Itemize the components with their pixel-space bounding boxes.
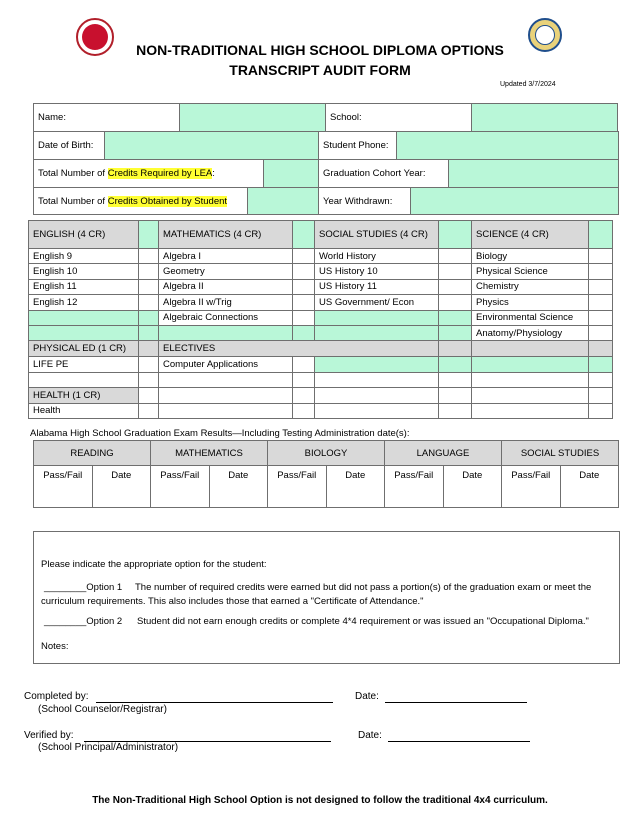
credit-cell[interactable] <box>139 279 159 294</box>
course-science: Chemistry <box>472 279 589 294</box>
dob-field[interactable] <box>105 132 319 160</box>
student-info-row-4 <box>33 187 619 215</box>
blank-course-cell[interactable] <box>472 403 589 418</box>
blank-course-cell[interactable] <box>315 388 439 403</box>
credit-cell[interactable] <box>139 403 159 418</box>
course-science: Physics <box>472 295 589 310</box>
date-cell[interactable]: Date <box>326 466 385 508</box>
blank-course-cell[interactable] <box>159 388 293 403</box>
credit-cell[interactable] <box>293 388 315 403</box>
verified-date-label: Date: <box>358 730 382 741</box>
pass-fail-cell[interactable]: Pass/Fail <box>34 466 93 508</box>
credit-cell[interactable] <box>589 325 613 340</box>
math-credit-header-cell[interactable] <box>293 221 315 249</box>
credit-cell[interactable] <box>589 341 613 357</box>
credit-cell[interactable] <box>139 249 159 264</box>
school-label: School: <box>326 104 472 132</box>
blank-course-cell[interactable] <box>315 357 439 372</box>
completed-by-label: Completed by: <box>24 691 89 702</box>
credit-cell[interactable] <box>293 325 315 340</box>
student-phone-label: Student Phone: <box>319 132 397 160</box>
course-english: English 12 <box>29 295 139 310</box>
blank-course-cell[interactable] <box>29 325 139 340</box>
social-studies-header: SOCIAL STUDIES (4 CR) <box>315 221 439 249</box>
course-social: World History <box>315 249 439 264</box>
exam-subject-social-studies: SOCIAL STUDIES <box>502 441 619 466</box>
student-phone-field[interactable] <box>397 132 619 160</box>
credit-cell[interactable] <box>293 403 315 418</box>
credit-cell[interactable] <box>589 264 613 279</box>
completed-by-signature-line[interactable] <box>96 691 333 703</box>
course-math: Algebraic Connections <box>159 310 293 325</box>
credit-cell[interactable] <box>439 264 472 279</box>
credit-cell[interactable] <box>293 310 315 325</box>
blank-course-cell[interactable] <box>472 372 589 387</box>
credit-cell[interactable] <box>439 325 472 340</box>
blank-course-cell[interactable] <box>472 357 589 372</box>
course-science: Biology <box>472 249 589 264</box>
date-cell[interactable]: Date <box>209 466 268 508</box>
course-math: Geometry <box>159 264 293 279</box>
credit-cell[interactable] <box>439 295 472 310</box>
blank-course-cell[interactable] <box>159 403 293 418</box>
graduation-cohort-field[interactable] <box>449 160 619 188</box>
option-2-text: Student did not earn enough credits or complete 4*4 requirement or was issued an "Occupational Diploma." <box>137 616 589 627</box>
option-1-text: The number of required credits were earned but did not pass a portion(s) of the graduation exam or meet the <box>135 582 592 593</box>
blank-course-cell[interactable] <box>315 325 439 340</box>
credits-obtained-field[interactable] <box>248 188 319 215</box>
form-title-line2: TRANSCRIPT AUDIT FORM <box>229 62 411 78</box>
credit-cell[interactable] <box>293 372 315 387</box>
student-info-row-3 <box>33 159 619 188</box>
blank-course-cell[interactable] <box>29 372 139 387</box>
credits-required-field[interactable] <box>264 160 319 188</box>
year-withdrawn-field[interactable] <box>411 188 619 215</box>
credit-cell[interactable] <box>293 295 315 310</box>
credit-cell[interactable] <box>439 310 472 325</box>
english-header: ENGLISH (4 CR) <box>29 221 139 249</box>
credit-cell[interactable] <box>589 310 613 325</box>
credit-cell[interactable] <box>293 279 315 294</box>
credit-cell[interactable] <box>139 295 159 310</box>
verified-date-line[interactable] <box>388 730 530 742</box>
course-social: US Government/ Econ <box>315 295 439 310</box>
credits-required-label: Total Number of Credits Required by LEA: <box>34 160 264 188</box>
date-cell[interactable]: Date <box>92 466 151 508</box>
option-1-text-continued: curriculum requirements. This also includes those that earned a "Certificate of Attendance." <box>41 596 424 607</box>
course-health: Health <box>29 403 139 418</box>
form-title-line1: NON-TRADITIONAL HIGH SCHOOL DIPLOMA OPTIONS <box>136 42 504 58</box>
credit-cell[interactable] <box>139 388 159 403</box>
course-math: Algebra II <box>159 279 293 294</box>
dob-label: Date of Birth: <box>34 132 105 160</box>
notes-label: Notes: <box>41 641 69 652</box>
credit-cell[interactable] <box>589 295 613 310</box>
exam-subject-biology: BIOLOGY <box>268 441 385 466</box>
completed-by-role: (School Counselor/Registrar) <box>38 704 167 715</box>
student-info-row-2 <box>33 131 619 160</box>
credit-cell[interactable] <box>293 264 315 279</box>
credit-cell[interactable] <box>139 310 159 325</box>
science-credit-header-cell[interactable] <box>589 221 613 249</box>
blank-course-cell[interactable] <box>315 372 439 387</box>
blank-course-cell[interactable] <box>159 325 293 340</box>
credit-cell[interactable] <box>293 357 315 372</box>
social-credit-header-cell[interactable] <box>439 221 472 249</box>
option-1-label[interactable]: ________Option 1 <box>44 582 123 593</box>
course-science: Anatomy/Physiology <box>472 325 589 340</box>
credit-cell[interactable] <box>139 264 159 279</box>
credit-cell[interactable] <box>589 357 613 372</box>
credit-cell[interactable] <box>589 403 613 418</box>
course-science: Environmental Science <box>472 310 589 325</box>
option-2-label[interactable]: ________Option 2 <box>44 616 123 627</box>
blank-course-cell[interactable] <box>472 388 589 403</box>
updated-date: Updated 3/7/2024 <box>500 81 556 88</box>
electives-header: ELECTIVES <box>159 341 439 357</box>
course-math: Algebra I <box>159 249 293 264</box>
credit-cell[interactable] <box>139 372 159 387</box>
verified-by-role: (School Principal/Administrator) <box>38 742 179 753</box>
course-english: English 11 <box>29 279 139 294</box>
graduation-cohort-label: Graduation Cohort Year: <box>319 160 449 188</box>
year-withdrawn-label: Year Withdrawn: <box>319 188 411 215</box>
course-elective: Computer Applications <box>159 357 293 372</box>
option-instruction: Please indicate the appropriate option for the student: <box>41 559 267 570</box>
credit-cell[interactable] <box>139 325 159 340</box>
name-label: Name: <box>34 104 180 132</box>
blank-course-cell[interactable] <box>315 310 439 325</box>
credit-cell[interactable] <box>439 279 472 294</box>
pass-fail-cell[interactable]: Pass/Fail <box>151 466 210 508</box>
course-math: Algebra II w/Trig <box>159 295 293 310</box>
blank-course-cell[interactable] <box>315 403 439 418</box>
credit-cell[interactable] <box>439 357 472 372</box>
blank-header-cell <box>472 341 589 357</box>
credits-required-highlight: Credits Required by LEA <box>107 168 213 179</box>
credit-cell[interactable] <box>589 279 613 294</box>
credits-obtained-highlight: Credits Obtained by Student <box>107 195 228 207</box>
credit-cell[interactable] <box>139 341 159 357</box>
completed-date-line[interactable] <box>385 691 527 703</box>
exam-results-caption: Alabama High School Graduation Exam Results—Including Testing Administration date(s): <box>30 428 410 439</box>
english-credit-header-cell[interactable] <box>139 221 159 249</box>
credit-cell[interactable] <box>439 341 472 357</box>
science-header: SCIENCE (4 CR) <box>472 221 589 249</box>
credit-cell[interactable] <box>439 372 472 387</box>
course-science: Physical Science <box>472 264 589 279</box>
student-info-table <box>33 103 618 132</box>
blank-course-cell[interactable] <box>29 310 139 325</box>
blank-course-cell[interactable] <box>159 372 293 387</box>
diploma-option-box <box>33 531 620 664</box>
course-social: US History 11 <box>315 279 439 294</box>
credit-cell[interactable] <box>439 388 472 403</box>
credit-cell[interactable] <box>139 357 159 372</box>
name-field[interactable] <box>180 104 326 132</box>
footer-note: The Non-Traditional High School Option is not designed to follow the traditional 4x4 curriculum. <box>92 795 548 806</box>
credit-cell[interactable] <box>293 249 315 264</box>
completed-date-label: Date: <box>355 691 379 702</box>
verified-by-label: Verified by: <box>24 730 74 741</box>
course-english: English 9 <box>29 249 139 264</box>
exam-subject-reading: READING <box>34 441 151 466</box>
course-pe: LIFE PE <box>29 357 139 372</box>
courses-table <box>28 220 613 419</box>
pass-fail-cell[interactable]: Pass/Fail <box>385 466 444 508</box>
credit-cell[interactable] <box>439 403 472 418</box>
pass-fail-cell[interactable]: Pass/Fail <box>502 466 561 508</box>
pass-fail-cell[interactable]: Pass/Fail <box>268 466 327 508</box>
credit-cell[interactable] <box>589 372 613 387</box>
course-english: English 10 <box>29 264 139 279</box>
credit-cell[interactable] <box>589 249 613 264</box>
course-social: US History 10 <box>315 264 439 279</box>
credits-obtained-label: Total Number of Credits Obtained by Student <box>34 188 248 215</box>
credit-cell[interactable] <box>439 249 472 264</box>
exam-subject-math: MATHEMATICS <box>151 441 268 466</box>
date-cell[interactable]: Date <box>560 466 619 508</box>
physical-ed-header: PHYSICAL ED (1 CR) <box>29 341 139 357</box>
math-header: MATHEMATICS (4 CR) <box>159 221 293 249</box>
school-field[interactable] <box>472 104 618 132</box>
verified-by-signature-line[interactable] <box>84 730 331 742</box>
date-cell[interactable]: Date <box>443 466 502 508</box>
exam-results-table <box>33 440 619 508</box>
health-header: HEALTH (1 CR) <box>29 388 139 403</box>
exam-subject-language: LANGUAGE <box>385 441 502 466</box>
credit-cell[interactable] <box>589 388 613 403</box>
